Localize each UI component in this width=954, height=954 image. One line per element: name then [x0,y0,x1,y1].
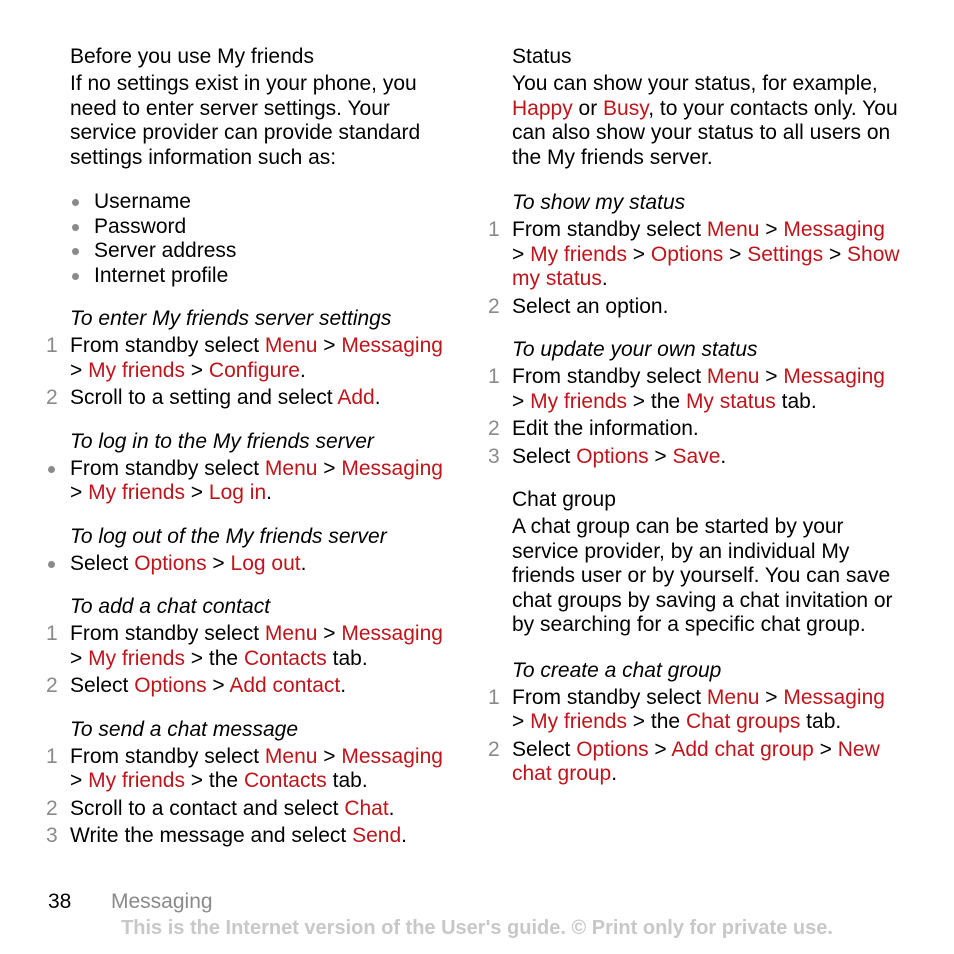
step-number: 1 [488,365,500,388]
menu-link: Menu [706,365,760,388]
inline-text: > [206,551,231,575]
step-number: 1 [46,622,58,645]
inline-text: > [70,481,89,504]
inline-text: From standby select [70,744,265,768]
subhead-show-status: To show my status [512,191,686,214]
contacts-link: Contacts [243,769,327,792]
inline-text: > [184,358,209,382]
inline-text: > [206,674,230,697]
inline-text: Scroll to a contact and select [70,796,345,820]
inline-text: > [512,710,531,733]
step-bullet [70,457,460,506]
messaging-link: Messaging [783,685,885,709]
options-link: Options [134,551,207,575]
step-number: 3 [488,444,500,468]
log-in-link: Log in [208,481,267,504]
messaging-link: Messaging [341,456,443,480]
menu-link: Menu [706,218,760,241]
subhead-create-group: To create a chat group [512,658,722,682]
my-friends-link: My friends [88,358,185,382]
add-chat-group-link: Add chat group [671,737,814,761]
inline-text: . [601,267,608,290]
inline-text: From standby select [70,456,265,480]
section-heading-chat-group: Chat group [512,488,616,511]
inline-text: Select [70,674,135,697]
step-number: 1 [46,334,58,357]
page-number: 38 [48,890,72,913]
step-number: 2 [488,737,500,761]
show-my-status-link: Show my status [512,242,900,290]
inline-text: Scroll to a setting and select [70,386,338,409]
inline-text: . [388,796,395,820]
inline-text: Password [94,214,187,238]
inline-text: Username [94,190,191,213]
options-link: Options [576,444,649,468]
bullet-icon [48,561,55,568]
messaging-link: Messaging [341,744,443,768]
messaging-link: Messaging [783,218,885,241]
status-paragraph [512,72,902,170]
inline-text: . [300,551,307,575]
inline-text: You can show your status, for example, [512,72,878,95]
step-number: 2 [488,417,500,440]
inline-text: . [374,386,381,409]
step-1 [488,218,902,292]
my-friends-link: My friends [88,769,185,792]
contacts-link: Contacts [243,646,327,670]
chat-groups-link: Chat groups [685,710,801,733]
menu-link: Menu [706,685,760,709]
log-out-link: Log out [230,551,301,575]
inline-text: > [512,389,531,413]
bullet-icon [72,199,79,206]
step-2 [488,294,902,320]
inline-text: . [299,358,306,382]
inline-text: . [266,481,272,504]
new-chat-group-link: New chat group [512,737,880,785]
bullet-icon [72,273,79,280]
settings-list [70,190,460,288]
inline-text: > [70,646,89,670]
inline-text: > [317,744,342,768]
inline-text: . [401,824,407,847]
inline-text: . [340,674,347,697]
step-1 [46,744,460,794]
footer-notice: This is the Internet version of the User's guide. © Print only for private use. [121,917,833,939]
inline-text: > [648,737,672,761]
inline-text: > [723,242,748,266]
step-2 [46,796,460,822]
subhead-update-status: To update your own status [512,338,758,361]
inline-text: Server address [94,239,237,262]
step-number: 2 [46,796,58,820]
step-number: 1 [488,685,500,709]
step-2 [488,417,902,442]
inline-text: > [70,769,89,792]
messaging-link: Messaging [341,334,443,357]
inline-text: From standby select [512,685,707,709]
menu-link: Menu [264,744,318,768]
inline-text: > [512,242,531,266]
inline-text: > [626,242,651,266]
menu-link: Menu [264,456,318,480]
step-bullet [70,552,460,577]
list-item [70,190,460,215]
inline-text: From standby select [512,218,707,241]
step-number: 3 [46,824,58,847]
add-link: Add [337,386,375,409]
settings-link: Settings [747,242,824,266]
step-3 [46,824,460,849]
send-link: Send [352,824,402,847]
intro-paragraph: If no settings exist in your phone, you need to enter server settings. Your service provider can provide standard settings information such as: [70,72,421,169]
my-friends-link: My friends [530,710,627,733]
save-link: Save [672,444,721,468]
inline-text: Select [512,737,577,761]
subhead-log-in: To log in to the My friends server [70,429,374,453]
subhead-enter-settings: To enter My friends server settings [70,307,392,330]
step-2 [488,737,902,787]
inline-text: Select [512,444,577,468]
configure-link: Configure [208,358,300,382]
inline-text: > [70,358,89,382]
step-1 [46,622,460,671]
my-friends-link: My friends [88,646,185,670]
section-heading-before-you-use: Before you use My friends [70,45,314,68]
inline-text: > the [626,710,686,733]
inline-text: > [759,365,784,388]
footer-section-name: Messaging [111,890,213,913]
options-link: Options [650,242,724,266]
inline-text: From standby select [70,334,265,357]
inline-text: > the [184,646,244,670]
step-number: 1 [46,744,58,768]
my-friends-link: My friends [88,481,185,504]
inline-text: > [317,456,342,480]
messaging-link: Messaging [783,365,885,388]
subhead-log-out: To log out of the My friends server [70,524,387,548]
menu-link: Menu [264,622,318,645]
inline-text: > [759,218,784,241]
inline-text: > [648,444,673,468]
bullet-icon [72,248,79,255]
inline-text: Internet profile [94,263,229,287]
inline-text: > [317,622,342,645]
step-number: 2 [46,386,58,409]
inline-text: > [813,737,838,761]
inline-text: . [611,762,618,785]
subhead-add-contact: To add a chat contact [70,595,271,618]
options-link: Options [576,737,649,761]
subhead-send-message: To send a chat message [70,717,299,741]
list-item [70,239,460,264]
inline-text: tab. [775,389,817,413]
right-column [488,44,902,790]
inline-text: or [572,96,604,120]
left-column [46,44,460,852]
chat-link: Chat [344,796,389,820]
inline-text: > [823,242,848,266]
inline-text: Select [70,551,135,575]
messaging-link: Messaging [341,622,443,645]
happy-link: Happy [512,96,573,120]
list-item [70,215,460,240]
bullet-icon [48,466,55,473]
inline-text: Select an option. [512,294,669,318]
bullet-icon [72,224,79,231]
step-1 [488,365,902,414]
busy-link: Busy [603,96,649,120]
inline-text: From standby select [512,365,707,388]
inline-text: Write the message and select [70,824,353,847]
inline-text: > [184,481,209,504]
inline-text: , to your contacts only. You can also show your status to all users on the My friends server. [512,96,898,169]
inline-text: > [317,334,342,357]
add-contact-link: Add contact [229,674,341,697]
step-number: 2 [488,294,500,318]
step-number: 2 [46,674,58,697]
my-friends-link: My friends [530,389,627,413]
inline-text: tab. [800,710,842,733]
section-heading-status: Status [512,45,572,68]
step-3 [488,444,902,470]
inline-text: tab. [326,646,368,670]
inline-text: > the [184,769,244,792]
inline-text: From standby select [70,622,265,645]
inline-text: > [759,685,784,709]
list-item [70,264,460,289]
menu-link: Menu [264,334,318,357]
step-2 [46,674,460,699]
step-1 [46,334,460,383]
step-1 [488,685,902,735]
chat-group-paragraph: A chat group can be started by your service provider, by an individual My friends user or by yourself. You can save chat groups by saving a chat invitation or by searching for a specific chat group. [512,515,893,636]
step-2 [46,386,460,411]
my-status-link: My status [685,389,776,413]
my-friends-link: My friends [530,242,627,266]
inline-text: Edit the information. [512,417,699,440]
step-number: 1 [488,218,500,241]
options-link: Options [134,674,207,697]
inline-text: . [720,444,727,468]
inline-text: > the [626,389,686,413]
inline-text: tab. [326,769,368,792]
